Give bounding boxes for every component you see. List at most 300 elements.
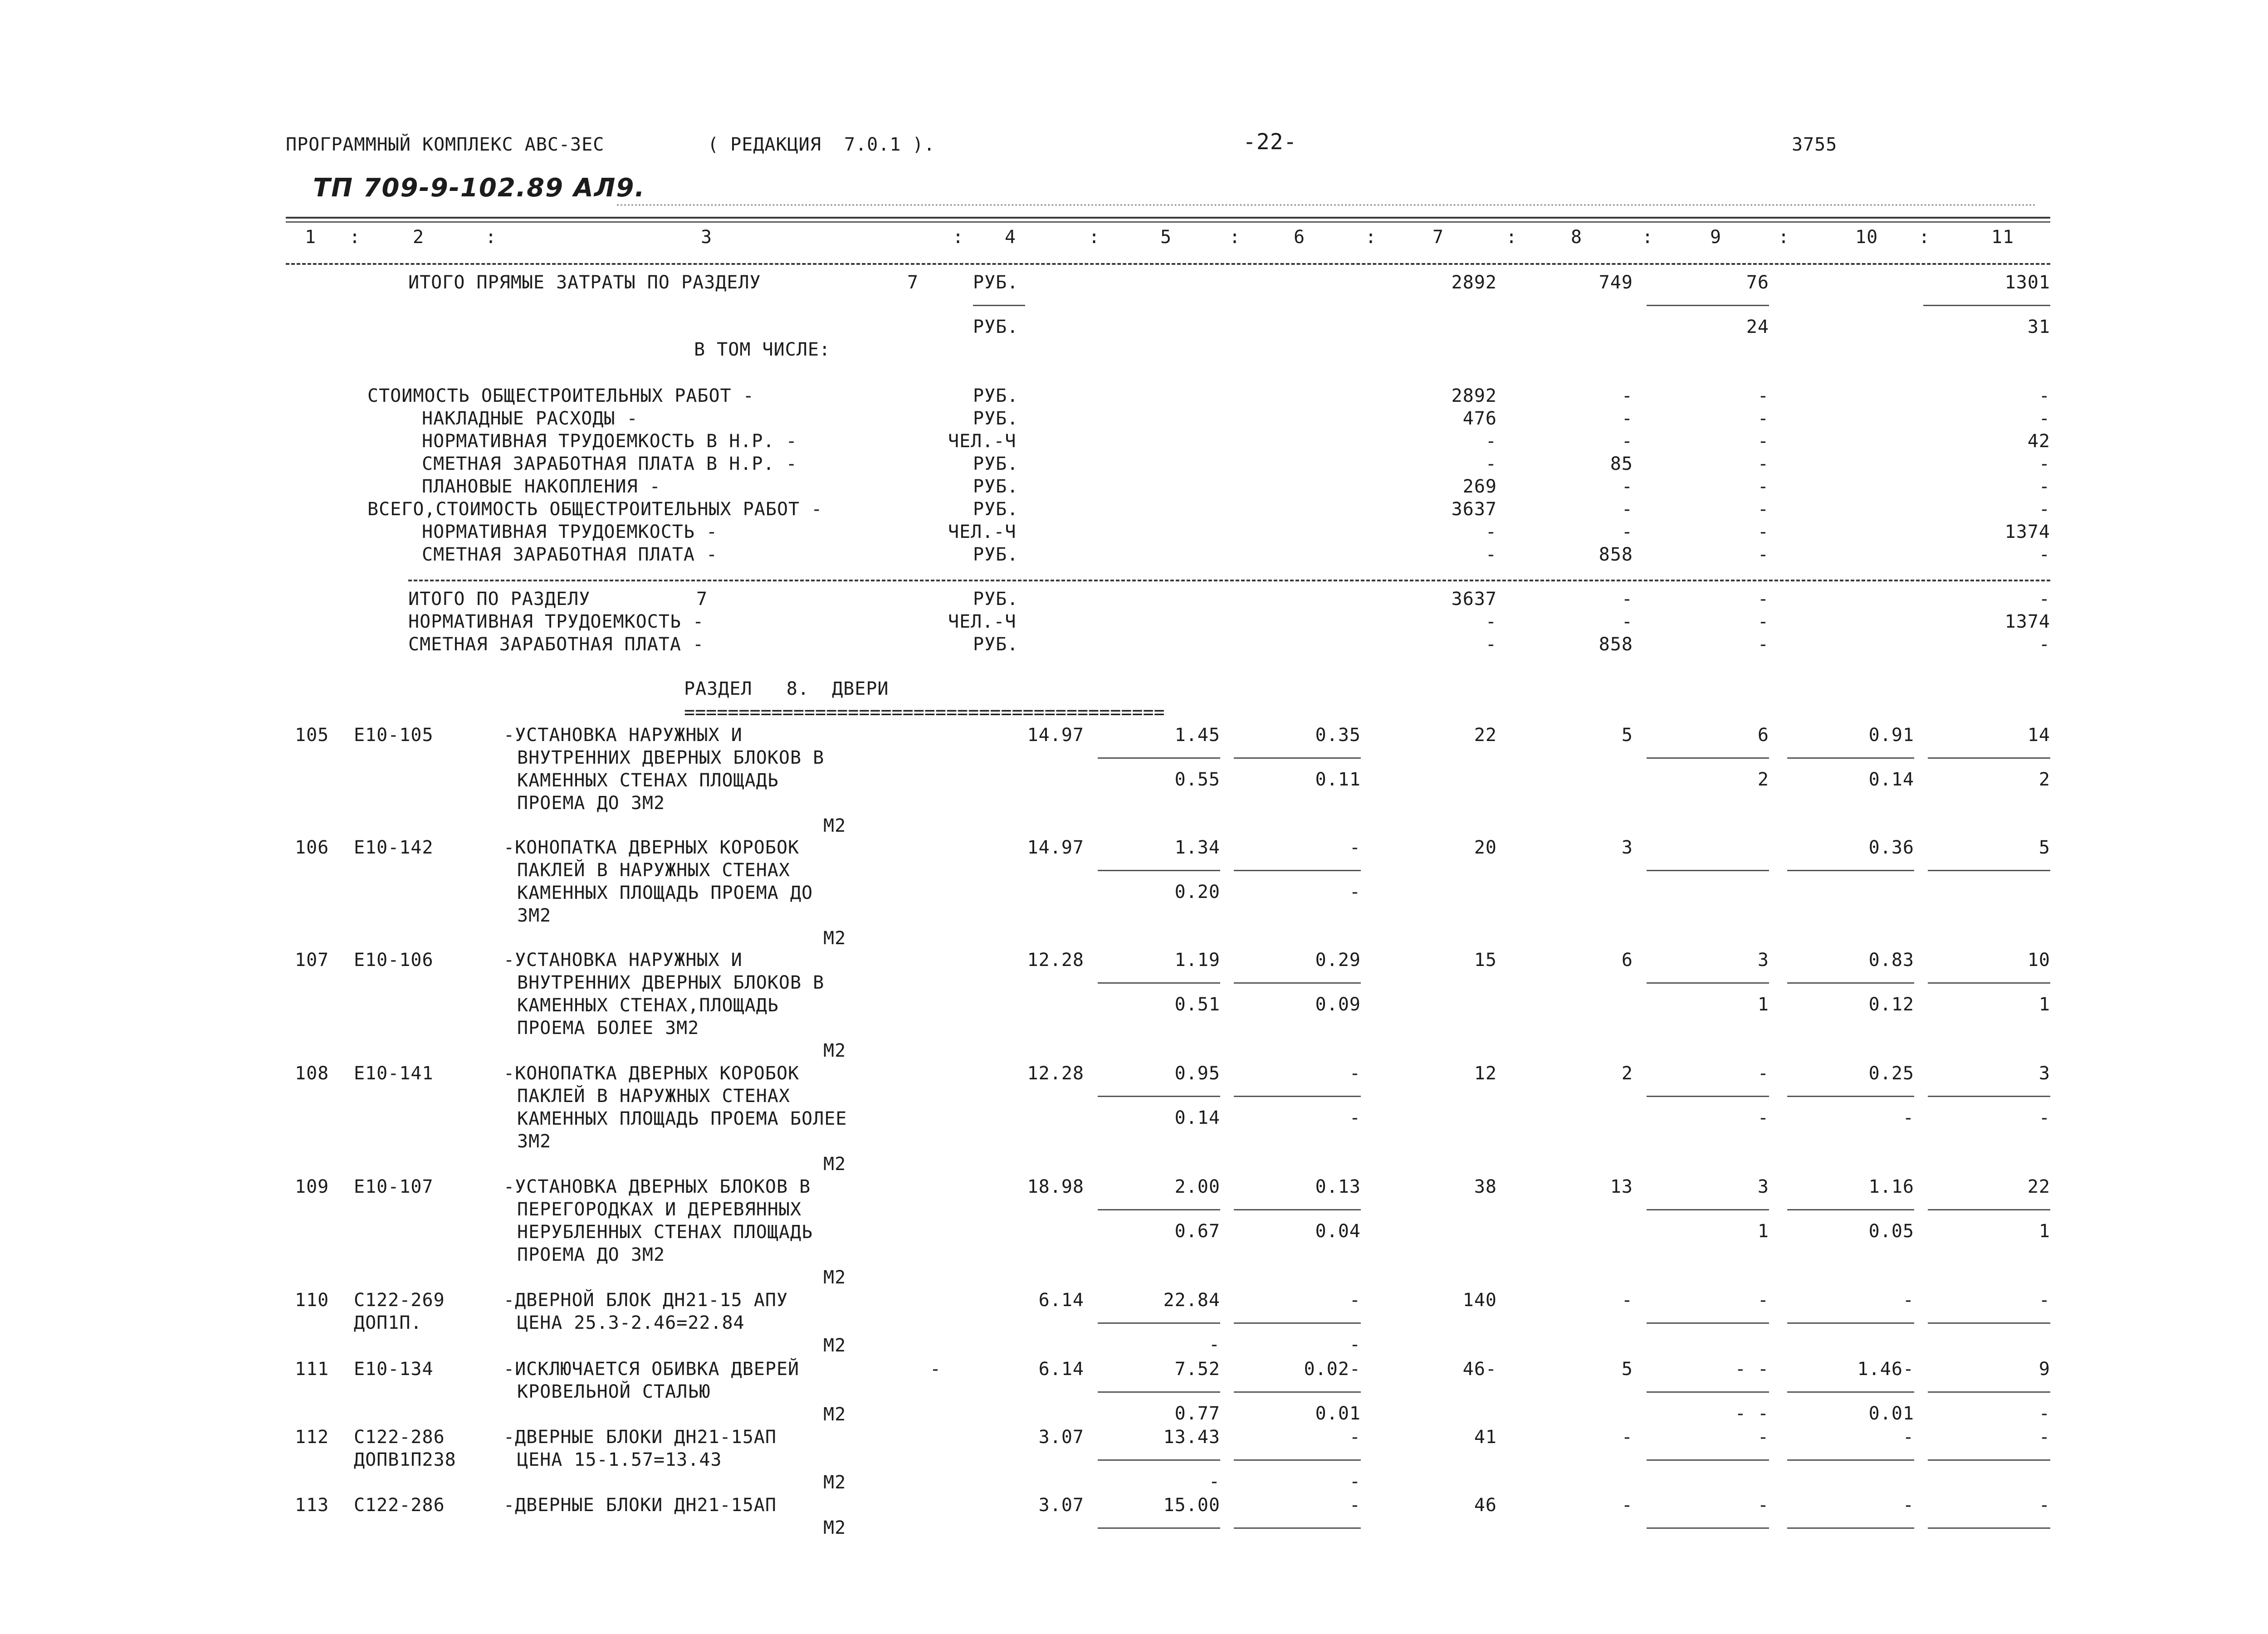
section-7-final-unit: ЧЕЛ.-Ч [948, 611, 1017, 632]
item-c10: 0.91 [1868, 725, 1914, 746]
item-c6: 0.13 [1315, 1176, 1361, 1197]
item-number: 112 [295, 1427, 329, 1448]
summary-row-label: ПЛАНОВЫЕ НАКОПЛЕНИЯ - [422, 476, 661, 497]
column-separator: : [1642, 227, 1654, 248]
item-number: 109 [295, 1176, 329, 1197]
item-c7: 12 [1474, 1063, 1497, 1084]
item-c6: - [1349, 1063, 1361, 1084]
section-7-total-c9: 76 [1746, 272, 1769, 293]
item-c6-bottom: 0.11 [1315, 769, 1361, 790]
item-c6-bottom: - [1349, 1107, 1361, 1128]
section-7-total-c7: 2892 [1451, 272, 1497, 293]
item-c6: 0.02- [1304, 1359, 1361, 1380]
item-c10-bottom: - [1902, 1107, 1914, 1128]
item-description-line: КАМЕННЫХ ПЛОЩАДЬ ПРОЕМА БОЛЕЕ [517, 1108, 847, 1129]
item-c11: 9 [2038, 1359, 2050, 1380]
section-7-final-c8: - [1621, 611, 1633, 632]
item-quantity: 14.97 [1027, 837, 1084, 858]
item-c11-bottom: 1 [2038, 1221, 2050, 1242]
item-c10: - [1902, 1427, 1914, 1448]
item-unit: М2 [823, 928, 846, 949]
fraction-line-c11 [1928, 1209, 2050, 1210]
fraction-line-c6 [1234, 870, 1361, 871]
item-c7: 15 [1474, 950, 1497, 971]
column-header-2: 2 [413, 227, 425, 248]
fraction-line-c6 [1234, 1527, 1361, 1529]
item-c11: 3 [2038, 1063, 2050, 1084]
item-quantity: 12.28 [1027, 1063, 1084, 1084]
item-description-line: -ДВЕРНОЙ БЛОК ДН21-15 АПУ [503, 1290, 788, 1311]
item-code: С122-269 [354, 1290, 445, 1311]
section-7-final-c9: - [1757, 611, 1769, 632]
item-c7: 22 [1474, 725, 1497, 746]
including-label: В ТОМ ЧИСЛЕ: [694, 339, 831, 360]
item-description-line: -КОНОПАТКА ДВЕРНЫХ КОРОБОК [503, 837, 800, 858]
summary-row-unit: РУБ. [973, 385, 1019, 406]
section-7-final-unit: РУБ. [973, 634, 1019, 655]
section-7-final-c8: 858 [1598, 634, 1633, 655]
item-unit: М2 [823, 1517, 846, 1538]
summary-row-c9: - [1757, 522, 1769, 542]
section-7-total-c11-bottom: 31 [2027, 317, 2050, 337]
column-separator: : [1229, 227, 1241, 248]
item-c10: 0.25 [1868, 1063, 1914, 1084]
item-c9-bottom: 1 [1757, 1221, 1769, 1242]
item-c5-bottom: 0.77 [1174, 1403, 1220, 1424]
section-7-final-c7: - [1485, 634, 1497, 655]
summary-row-c9: - [1757, 544, 1769, 565]
section-7-final-c11: - [2038, 634, 2050, 655]
column-separator: : [1506, 227, 1518, 248]
item-c7: 46- [1462, 1359, 1497, 1380]
item-code: Е10-105 [354, 725, 434, 746]
summary-row-unit: ЧЕЛ.-Ч [948, 522, 1017, 542]
fraction-line-c11 [1928, 1096, 2050, 1097]
handwritten-project-code: ТП 709-9-102.89 АЛ9. [313, 173, 645, 203]
item-c5: 1.19 [1174, 950, 1220, 971]
item-c11: 22 [2027, 1176, 2050, 1197]
fraction-line-c10 [1787, 982, 1914, 984]
item-description-line: ПЕРЕГОРОДКАХ И ДЕРЕВЯННЫХ [517, 1199, 802, 1220]
item-c11-bottom: 2 [2038, 769, 2050, 790]
fraction-line-c5 [1098, 982, 1220, 984]
item-c9: 6 [1757, 725, 1769, 746]
column-separator: : [1919, 227, 1931, 248]
item-c9: - [1757, 1495, 1769, 1516]
column-header-5: 5 [1160, 227, 1172, 248]
item-c6-bottom: - [1349, 882, 1361, 902]
section-7-total-c11: 1301 [2004, 272, 2050, 293]
item-c6-bottom: 0.09 [1315, 994, 1361, 1015]
fraction-line-c5 [1098, 1459, 1220, 1461]
item-c5-bottom: 0.51 [1174, 994, 1220, 1015]
summary-row-c9: - [1757, 454, 1769, 474]
fraction-line-c6 [1234, 982, 1361, 984]
summary-row-c11: - [2038, 544, 2050, 565]
fraction-line-c6 [1234, 1459, 1361, 1461]
item-c11: 10 [2027, 950, 2050, 971]
fraction-line-c10 [1787, 1322, 1914, 1324]
summary-row-c8: - [1621, 408, 1633, 429]
section-7-final-c9: - [1757, 589, 1769, 610]
item-number: 113 [295, 1495, 329, 1516]
summary-row-unit: РУБ. [973, 454, 1019, 474]
item-c11: - [2038, 1290, 2050, 1311]
item-c9: - [1757, 1063, 1769, 1084]
fraction-line-c5 [1098, 757, 1220, 759]
fraction-line-c5 [1098, 1527, 1220, 1529]
item-description-line: КРОВЕЛЬНОЙ СТАЛЬЮ [517, 1381, 711, 1402]
table-top-rule [286, 217, 2050, 219]
item-quantity: 6.14 [1038, 1290, 1084, 1311]
item-c9: 3 [1757, 950, 1769, 971]
item-c5: 1.34 [1174, 837, 1220, 858]
item-c8: 5 [1621, 725, 1633, 746]
item-sign: - [930, 1359, 942, 1380]
section-7-total-unit-2: РУБ. [973, 317, 1019, 337]
fraction-line-c10 [1787, 1391, 1914, 1393]
summary-row-label: ВСЕГО,СТОИМОСТЬ ОБЩЕСТРОИТЕЛЬНЫХ РАБОТ - [367, 499, 823, 520]
column-header-7: 7 [1432, 227, 1444, 248]
item-description-line: -ДВЕРНЫЕ БЛОКИ ДН21-15АП [503, 1427, 777, 1448]
summary-row-label: СМЕТНАЯ ЗАРАБОТНАЯ ПЛАТА - [422, 544, 718, 565]
section-7-final-num: 7 [696, 589, 708, 610]
column-header-9: 9 [1710, 227, 1722, 248]
section-7-final-c11: - [2038, 589, 2050, 610]
item-c8: - [1621, 1290, 1633, 1311]
item-quantity: 18.98 [1027, 1176, 1084, 1197]
item-c7: 38 [1474, 1176, 1497, 1197]
item-description-line: КАМЕННЫХ ПЛОЩАДЬ ПРОЕМА ДО [517, 883, 813, 903]
item-c8: 6 [1621, 950, 1633, 971]
fraction-line-c9 [1647, 1096, 1769, 1097]
item-c11: - [2038, 1427, 2050, 1448]
summary-row-unit: РУБ. [973, 408, 1019, 429]
column-header-1: 1 [305, 227, 317, 248]
table-top-rule-2 [286, 221, 2050, 223]
fraction-line-c6 [1234, 1391, 1361, 1393]
item-c5: 15.00 [1163, 1495, 1220, 1516]
column-separator: : [1365, 227, 1377, 248]
item-code: С122-286 [354, 1495, 445, 1516]
fraction-line-c11 [1928, 982, 2050, 984]
item-c6: - [1349, 1427, 1361, 1448]
column-header-8: 8 [1571, 227, 1583, 248]
summary-row-c9: - [1757, 499, 1769, 520]
summary-row-c11: 1374 [2004, 522, 2050, 542]
item-quantity: 3.07 [1038, 1495, 1084, 1516]
summary-row-label: НАКЛАДНЫЕ РАСХОДЫ - [422, 408, 638, 429]
fraction-line-c11 [1928, 870, 2050, 871]
item-c9-bottom: - - [1735, 1403, 1769, 1424]
section-8-rule: ============================================ [684, 702, 1165, 723]
fraction-line-c9 [1647, 1459, 1769, 1461]
item-c5-bottom: 0.14 [1174, 1107, 1220, 1128]
fraction-line-c9 [1647, 1391, 1769, 1393]
summary-row-c8: - [1621, 499, 1633, 520]
fraction-line-c11 [1928, 1459, 2050, 1461]
item-c5: 13.43 [1163, 1427, 1220, 1448]
item-c8: - [1621, 1427, 1633, 1448]
summary-row-c9: - [1757, 476, 1769, 497]
column-header-6: 6 [1294, 227, 1305, 248]
section-7-final-c8: - [1621, 589, 1633, 610]
item-c9-bottom: 2 [1757, 769, 1769, 790]
item-c7: 41 [1474, 1427, 1497, 1448]
summary-row-unit: РУБ. [973, 476, 1019, 497]
item-description-line: КАМЕННЫХ СТЕНАХ ПЛОЩАДЬ [517, 770, 779, 791]
item-unit: М2 [823, 1472, 846, 1493]
item-number: 105 [295, 725, 329, 746]
summary-row-c11: - [2038, 454, 2050, 474]
fraction-line-c9 [1647, 1527, 1769, 1529]
c9-fraction-line [1647, 305, 1769, 306]
section-7-final-unit: РУБ. [973, 589, 1019, 610]
item-c5-bottom: 0.67 [1174, 1221, 1220, 1242]
fraction-line-c5 [1098, 1096, 1220, 1097]
item-c11-bottom: - [2038, 1107, 2050, 1128]
item-c6-bottom: 0.01 [1315, 1403, 1361, 1424]
item-c7: 140 [1462, 1290, 1497, 1311]
item-description-line: ЦЕНА 25.3-2.46=22.84 [517, 1312, 745, 1333]
section-7-final-label: НОРМАТИВНАЯ ТРУДОЕМКОСТЬ - [408, 611, 704, 632]
item-quantity: 3.07 [1038, 1427, 1084, 1448]
item-quantity: 6.14 [1038, 1359, 1084, 1380]
fraction-line-c10 [1787, 1096, 1914, 1097]
summary-row-c7: - [1485, 522, 1497, 542]
item-c9: - - [1735, 1359, 1769, 1380]
header-dotted-fill [617, 204, 2037, 206]
summary-row-c7: 476 [1462, 408, 1497, 429]
section-7-total-unit: РУБ. [973, 272, 1019, 293]
fraction-line-c5 [1098, 1322, 1220, 1324]
item-c5-bottom: 0.20 [1174, 882, 1220, 902]
item-description-line: -КОНОПАТКА ДВЕРНЫХ КОРОБОК [503, 1063, 800, 1084]
summary-row-c7: 2892 [1451, 385, 1497, 406]
item-description-line: ВНУТРЕННИХ ДВЕРНЫХ БЛОКОВ В [517, 972, 825, 993]
item-description-line: -УСТАНОВКА ДВЕРНЫХ БЛОКОВ В [503, 1176, 811, 1197]
fraction-line-c10 [1787, 1209, 1914, 1210]
summary-row-unit: ЧЕЛ.-Ч [948, 431, 1017, 452]
summary-row-label: СМЕТНАЯ ЗАРАБОТНАЯ ПЛАТА В Н.Р. - [422, 454, 797, 474]
item-c10: - [1902, 1290, 1914, 1311]
summary-row-c7: 3637 [1451, 499, 1497, 520]
item-unit: М2 [823, 1040, 846, 1061]
item-c5-bottom: - [1208, 1334, 1220, 1355]
summary-row-label: СТОИМОСТЬ ОБЩЕСТРОИТЕЛЬНЫХ РАБОТ - [367, 385, 754, 406]
item-c6-bottom: - [1349, 1471, 1361, 1492]
section-7-final-c7: 3637 [1451, 589, 1497, 610]
summary-row-label: НОРМАТИВНАЯ ТРУДОЕМКОСТЬ В Н.Р. - [422, 431, 797, 452]
item-c5: 2.00 [1174, 1176, 1220, 1197]
item-unit: М2 [823, 1335, 846, 1356]
summary-row-c7: - [1485, 431, 1497, 452]
summary-row-c9: - [1757, 431, 1769, 452]
fraction-line-c6 [1234, 1096, 1361, 1097]
fraction-line-c6 [1234, 757, 1361, 759]
item-c6: - [1349, 1290, 1361, 1311]
item-description-line: ВНУТРЕННИХ ДВЕРНЫХ БЛОКОВ В [517, 747, 825, 768]
section-7-total-label: ИТОГО ПРЯМЫЕ ЗАТРАТЫ ПО РАЗДЕЛУ [408, 272, 761, 293]
fraction-line-c10 [1787, 870, 1914, 871]
edition-label: ( РЕДАКЦИЯ 7.0.1 ). [708, 134, 935, 155]
column-separator: : [349, 227, 361, 248]
item-number: 110 [295, 1290, 329, 1311]
item-description-line: ПАКЛЕЙ В НАРУЖНЫХ СТЕНАХ [517, 860, 790, 881]
item-description-line: ПРОЕМА ДО 3М2 [517, 793, 665, 814]
item-description-line: КАМЕННЫХ СТЕНАХ,ПЛОЩАДЬ [517, 995, 779, 1016]
summary-row-c7: - [1485, 544, 1497, 565]
item-c10: 0.83 [1868, 950, 1914, 971]
item-c9: - [1757, 1427, 1769, 1448]
summary-row-c11: - [2038, 385, 2050, 406]
item-c6: - [1349, 1495, 1361, 1516]
fraction-line-c9 [1647, 870, 1769, 871]
item-c7: 46 [1474, 1495, 1497, 1516]
summary-row-c7: 269 [1462, 476, 1497, 497]
item-description-line: -УСТАНОВКА НАРУЖНЫХ И [503, 725, 743, 746]
column-header-4: 4 [1005, 227, 1017, 248]
column-separator: : [1089, 227, 1100, 248]
fraction-line-c5 [1098, 1209, 1220, 1210]
item-c8: 5 [1621, 1359, 1633, 1380]
summary-row-label: НОРМАТИВНАЯ ТРУДОЕМКОСТЬ - [422, 522, 718, 542]
item-description-line: ПРОЕМА ДО 3М2 [517, 1244, 665, 1265]
summary-row-c8: - [1621, 431, 1633, 452]
section-8-title: РАЗДЕЛ 8. ДВЕРИ [684, 678, 889, 699]
item-description-line: ЦЕНА 15-1.57=13.43 [517, 1449, 722, 1470]
item-c5: 0.95 [1174, 1063, 1220, 1084]
item-code: Е10-141 [354, 1063, 434, 1084]
fraction-line-c5 [1098, 1391, 1220, 1393]
item-description-line: НЕРУБЛЕННЫХ СТЕНАХ ПЛОЩАДЬ [517, 1222, 813, 1243]
summary-row-c8: - [1621, 385, 1633, 406]
item-unit: М2 [823, 1154, 846, 1175]
summary-row-c11: - [2038, 408, 2050, 429]
fraction-line-c6 [1234, 1322, 1361, 1324]
document-number: 3755 [1792, 134, 1838, 155]
item-c6: 0.35 [1315, 725, 1361, 746]
summary-row-unit: РУБ. [973, 499, 1019, 520]
summary-row-c11: - [2038, 499, 2050, 520]
item-code: С122-286 [354, 1427, 445, 1448]
item-number: 106 [295, 837, 329, 858]
item-c6-bottom: 0.04 [1315, 1221, 1361, 1242]
item-description-line: -ИСКЛЮЧАЕТСЯ ОБИВКА ДВЕРЕЙ [503, 1359, 800, 1380]
fraction-line-c11 [1928, 1391, 2050, 1393]
fraction-line-c10 [1787, 757, 1914, 759]
section-7-total-c8: 749 [1598, 272, 1633, 293]
column-separator: : [1778, 227, 1790, 248]
table-header-bottom-rule [286, 263, 2050, 265]
item-c6: - [1349, 837, 1361, 858]
item-c8: 2 [1621, 1063, 1633, 1084]
item-c6: 0.29 [1315, 950, 1361, 971]
unit-underline [973, 305, 1025, 306]
fraction-line-c11 [1928, 1322, 2050, 1324]
item-number: 107 [295, 950, 329, 971]
item-unit: М2 [823, 1404, 846, 1425]
item-c10: 1.16 [1868, 1176, 1914, 1197]
page-number: -22- [1243, 129, 1297, 155]
item-c9-bottom: - [1757, 1107, 1769, 1128]
item-c8: 3 [1621, 837, 1633, 858]
item-quantity: 14.97 [1027, 725, 1084, 746]
item-c5: 7.52 [1174, 1359, 1220, 1380]
fraction-line-c10 [1787, 1459, 1914, 1461]
item-number: 108 [295, 1063, 329, 1084]
item-description-line: 3М2 [517, 1131, 552, 1152]
item-code: ДОП1П. [354, 1312, 422, 1333]
item-c10-bottom: 0.12 [1868, 994, 1914, 1015]
item-code: Е10-134 [354, 1359, 434, 1380]
column-header-11: 11 [1991, 227, 2014, 248]
summary-row-c11: - [2038, 476, 2050, 497]
item-description-line: -ДВЕРНЫЕ БЛОКИ ДН21-15АП [503, 1495, 777, 1516]
column-separator: : [953, 227, 964, 248]
item-c11: 14 [2027, 725, 2050, 746]
section-7-final-c7: - [1485, 611, 1497, 632]
item-description-line: ПРОЕМА БОЛЕЕ 3М2 [517, 1018, 699, 1039]
fraction-line-c9 [1647, 757, 1769, 759]
item-description-line: 3М2 [517, 905, 552, 926]
item-c9-bottom: 1 [1757, 994, 1769, 1015]
item-c10-bottom: 0.05 [1868, 1221, 1914, 1242]
section-7-final-c11: 1374 [2004, 611, 2050, 632]
item-unit: М2 [823, 815, 846, 836]
fraction-line-c9 [1647, 1209, 1769, 1210]
fraction-line-c6 [1234, 1209, 1361, 1210]
item-c10: 1.46- [1857, 1359, 1914, 1380]
section-7-total-c9-bottom: 24 [1746, 317, 1769, 337]
summary-row-c9: - [1757, 385, 1769, 406]
section-7-final-c9: - [1757, 634, 1769, 655]
item-c10-bottom: 0.14 [1868, 769, 1914, 790]
item-c5: 22.84 [1163, 1290, 1220, 1311]
section-7-final-label: ИТОГО ПО РАЗДЕЛУ [408, 589, 591, 610]
summary-row-c8: - [1621, 522, 1633, 542]
item-c5-bottom: - [1208, 1471, 1220, 1492]
fraction-line-c10 [1787, 1527, 1914, 1529]
summary-row-unit: РУБ. [973, 544, 1019, 565]
item-number: 111 [295, 1359, 329, 1380]
item-description-line: ПАКЛЕЙ В НАРУЖНЫХ СТЕНАХ [517, 1086, 790, 1107]
item-c11: 5 [2038, 837, 2050, 858]
item-c5-bottom: 0.55 [1174, 769, 1220, 790]
item-c10-bottom: 0.01 [1868, 1403, 1914, 1424]
summary-row-c9: - [1757, 408, 1769, 429]
item-c10: 0.36 [1868, 837, 1914, 858]
item-c8: - [1621, 1495, 1633, 1516]
item-c11: - [2038, 1495, 2050, 1516]
item-c7: 20 [1474, 837, 1497, 858]
item-c9: - [1757, 1290, 1769, 1311]
fraction-line-c9 [1647, 982, 1769, 984]
program-title: ПРОГРАММНЫЙ КОМПЛЕКС АВС-ЗЕС [286, 134, 605, 155]
item-c5: 1.45 [1174, 725, 1220, 746]
c11-fraction-line [1923, 305, 2050, 306]
item-description-line: -УСТАНОВКА НАРУЖНЫХ И [503, 950, 743, 971]
summary-row-c7: - [1485, 454, 1497, 474]
summary-row-c8: 858 [1598, 544, 1633, 565]
fraction-line-c11 [1928, 1527, 2050, 1529]
item-code: Е10-142 [354, 837, 434, 858]
summary-row-c8: 85 [1610, 454, 1633, 474]
item-code: Е10-107 [354, 1176, 434, 1197]
item-quantity: 12.28 [1027, 950, 1084, 971]
summary-row-c11: 42 [2027, 431, 2050, 452]
fraction-line-c11 [1928, 757, 2050, 759]
